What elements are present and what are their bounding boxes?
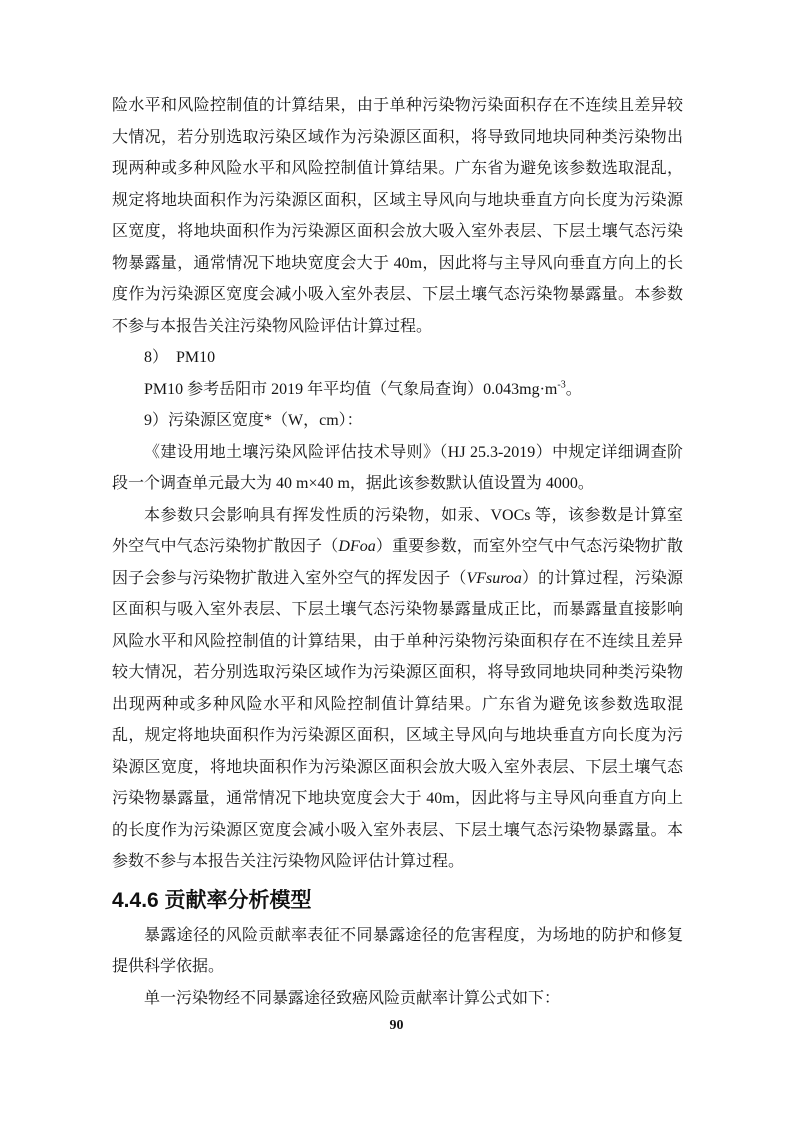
paragraph-contribution-intro: 暴露途径的风险贡献率表征不同暴露途径的危害程度，为场地的防护和修复提供科学依据。	[112, 926, 683, 975]
paragraph-pm10-value	[112, 374, 683, 406]
text-segment: ）的计算过程，污染源区面积与吸入室外表层、下层土壤气态污染物暴露量成正比，而暴露量直接影响风险水平和风险控制值的计算结果，由于单种污染物污染面积存在不连续且差异较大情况，若分别选取污染区域作为污染源区面积，将导致同地块同种类污染物出现两种或多种风险水平和风险控制值计算结果。广东省为避免该参数选取混乱，规定将地块面积作为污染源区面积，区域主导风向与地块垂直方向长度为污染源区宽度，将地块面积作为污染源区面积会放大吸入室外表层、下层土壤气态污染物暴露量，通常情况下地块宽度会大于 40m，因此将与主导风向垂直方向上的长度作为污染源区宽度会减小吸入室外表层、下层土壤气态污染物暴露量。本参数不参与本报告关注污染物风险评估计算过程。	[112, 569, 683, 870]
text-segment: 本参数只会影响具有挥发性质的污染物，如汞、VOCs 等，该参数是计算室外空气中气态污染物扩散因子（	[112, 506, 683, 555]
variable-dfoa: DFoa	[338, 538, 376, 555]
paragraph-guideline: 《建设用地土壤污染风险评估技术导则》（HJ 25.3-2019）中规定详细调查阶段一个调查单元最大为 40 m×40 m，据此该参数默认值设置为 4000。	[112, 443, 683, 492]
text-segment: ）重要参数，而室外空气中气态污染物扩散因子会参与污染物扩散进入室外空气的挥发因子（	[112, 538, 683, 587]
text-segment: 。	[565, 380, 582, 398]
section-heading-4-4-6: 4.4.6 贡献率分析模型	[112, 888, 312, 912]
paragraph-formula-lead: 单一污染物经不同暴露途径致癌风险贡献率计算公式如下：	[144, 989, 561, 1007]
body-text	[112, 90, 683, 1014]
paragraph-risk-continuation: 险水平和风险控制值的计算结果，由于单种污染物污染面积存在不连续且差异较大情况，若分别选取污染区域作为污染源区面积，将导致同地块同种类污染物出现两种或多种风险水平和风险控制值计算结果。广东省为避免该参数选取混乱，规定将地块面积作为污染源区面积，区域主导风向与地块垂直方向长度为污染源区宽度，将地块面积作为污染源区面积会放大吸入室外表层、下层土壤气态污染物暴露量，通常情况下地块宽度会大于 40m，因此将与主导风向垂直方向上的长度作为污染源区宽度会减小吸入室外表层、下层土壤气态污染物暴露量。本参数不参与本报告关注污染物风险评估计算过程。	[112, 97, 683, 335]
list-item-8-pm10: 8） PM10	[144, 349, 216, 366]
text-segment: PM10 参考岳阳市 2019 年平均值（气象局查询）0.043mg·m	[144, 380, 558, 398]
superscript-exponent: -3	[557, 379, 566, 391]
paragraph-width-parameter	[112, 500, 683, 878]
page-number: 90	[389, 1018, 404, 1033]
list-item-9-source-width: 9）污染源区宽度*（W，cm）：	[144, 412, 363, 429]
variable-vfsuroa: VFsuroa	[466, 569, 522, 587]
